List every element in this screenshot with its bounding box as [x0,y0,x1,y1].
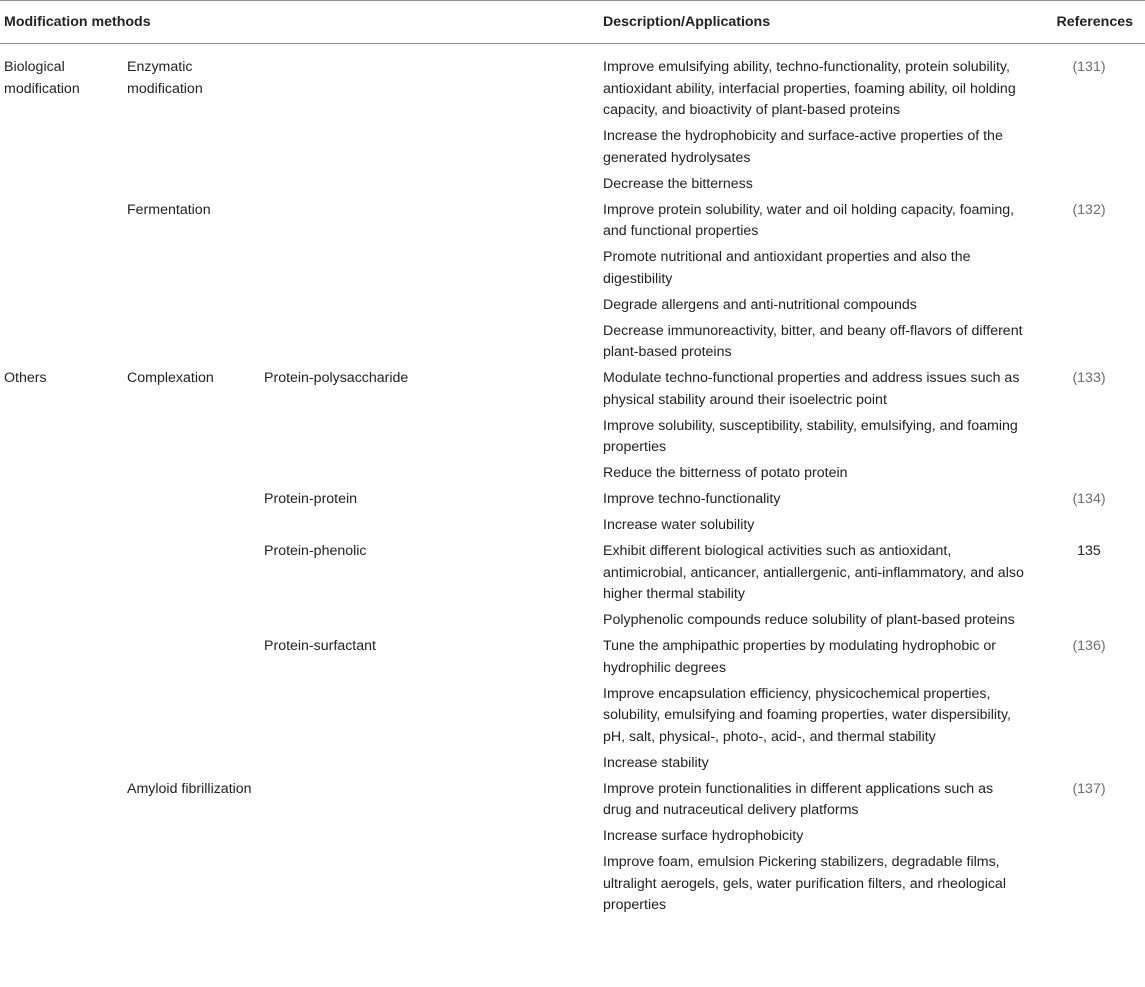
table-row [0,316,1145,364]
cell-method [123,848,260,917]
table-row [0,606,1145,632]
reference-text: 135 [1077,543,1101,559]
cell-submethod [260,848,600,917]
cell-submethod: Protein-phenolic [264,543,367,559]
cell-submethod: Protein-protein [264,491,358,507]
cell-method [123,679,260,748]
reference-link[interactable]: (137) [1072,780,1106,797]
cell-reference [1033,169,1145,195]
cell-category [0,848,123,917]
header-description: Description/Applications [600,1,1033,44]
table-row [0,511,1145,537]
cell-reference [1033,44,1145,122]
cell-description: Increase stability [603,754,709,771]
table-row [0,44,1145,122]
cell-submethod [260,195,600,243]
cell-method [123,169,260,195]
cell-description: Exhibit different biological activities such as antioxidant, antimicrobial, anticancer, antiallergenic, anti-inflammatory, and also higher thermal stability [603,543,1024,602]
table-row [0,774,1145,822]
table-row [0,632,1145,680]
cell-submethod [260,774,600,822]
cell-submethod [260,243,600,291]
table-row [0,290,1145,316]
cell-reference [1033,459,1145,485]
cell-reference [1033,316,1145,364]
cell-reference [1033,290,1145,316]
cell-description: Modulate techno-functional properties and address issues such as physical stability around their isoelectric point [603,370,1020,408]
cell-method [123,459,260,485]
cell-reference [1033,606,1145,632]
cell-description: Improve foam, emulsion Pickering stabilizers, degradable films, ultralight aerogels, gels, water purification filters, and rheological properties [603,854,1006,913]
cell-submethod [260,290,600,316]
table-header-row [0,1,1145,44]
cell-submethod [260,511,600,537]
table-row [0,848,1145,917]
table-row [0,364,1145,412]
table-row [0,122,1145,170]
table-row [0,822,1145,848]
cell-submethod [260,748,600,774]
cell-category [0,632,123,680]
cell-reference [1033,774,1145,822]
cell-category [0,122,123,170]
table-body [0,44,1145,917]
cell-submethod: Protein-polysaccharide [264,370,409,386]
cell-submethod [260,822,600,848]
cell-category [0,290,123,316]
cell-reference [1033,243,1145,291]
cell-reference [1033,848,1145,917]
cell-description: Decrease immunoreactivity, bitter, and beany off-flavors of different plant-based proteins [603,322,1023,360]
cell-method [123,316,260,364]
cell-method: Amyloid fibrillization [127,780,252,797]
table-row [0,411,1145,459]
cell-category [0,485,123,511]
cell-submethod: Protein-surfactant [264,638,376,654]
reference-link[interactable]: (136) [1072,638,1106,654]
cell-description: Increase surface hydrophobicity [603,828,804,844]
cell-method [123,822,260,848]
cell-category [0,411,123,459]
cell-method: Complexation [127,370,214,386]
cell-submethod [260,169,600,195]
table-row [0,459,1145,485]
cell-category [0,606,123,632]
cell-description: Polyphenolic compounds reduce solubility of plant-based proteins [603,612,1015,628]
cell-method [123,606,260,632]
cell-description: Promote nutritional and antioxidant properties and also the digestibility [603,249,971,287]
cell-reference [1033,679,1145,748]
cell-category [0,169,123,195]
table-row [0,485,1145,511]
cell-reference [1033,411,1145,459]
reference-link[interactable]: (132) [1072,201,1106,218]
cell-description: Improve encapsulation efficiency, physicochemical properties, solubility, emulsifying and foaming properties, water dispersibility, pH, salt, physical-, photo-, acid-, and thermal stability [603,685,1011,745]
cell-submethod [260,316,600,364]
cell-category [0,459,123,485]
cell-method: Enzymatic modification [127,59,203,97]
cell-reference [1033,195,1145,243]
cell-method [123,243,260,291]
cell-category: Others [4,370,47,386]
table-row [0,679,1145,748]
cell-method [123,632,260,680]
cell-category [0,537,123,606]
cell-method [123,537,260,606]
cell-category [0,748,123,774]
cell-description: Increase the hydrophobicity and surface-active properties of the generated hydrolysates [603,128,1003,166]
cell-description: Improve protein solubility, water and oil holding capacity, foaming, and functional properties [603,201,1015,239]
cell-description: Improve emulsifying ability, techno-functionality, protein solubility, antioxidant ability, interfacial properties, foaming ability, oil holding capacity, and bioactivity of plant-based proteins [603,59,1016,118]
cell-method [123,485,260,511]
cell-reference [1033,632,1145,680]
cell-category [0,774,123,822]
cell-description: Decrease the bitterness [603,175,753,192]
cell-reference [1033,364,1145,412]
cell-description: Increase water solubility [603,517,755,533]
cell-category [0,195,123,243]
cell-method: Fermentation [127,201,211,218]
cell-method [123,122,260,170]
header-references: References [1033,1,1145,44]
cell-method [123,511,260,537]
table-row [0,537,1145,606]
cell-description: Degrade allergens and anti-nutritional compounds [603,296,917,313]
cell-description: Tune the amphipathic properties by modulating hydrophobic or hydrophilic degrees [603,638,997,676]
cell-method [123,748,260,774]
table-row [0,748,1145,774]
cell-category: Biological modification [4,59,80,97]
header-modification-methods: Modification methods [0,1,600,44]
table-row [0,243,1145,291]
cell-category [0,316,123,364]
cell-category [0,511,123,537]
cell-submethod [260,679,600,748]
cell-reference [1033,748,1145,774]
table-row [0,169,1145,195]
reference-link[interactable]: (131) [1072,59,1106,75]
cell-submethod [260,411,600,459]
cell-reference [1033,822,1145,848]
cell-submethod [260,459,600,485]
cell-method [123,290,260,316]
cell-submethod [260,122,600,170]
cell-category [0,679,123,748]
table-row [0,195,1145,243]
cell-reference [1033,511,1145,537]
reference-link[interactable]: (134) [1072,491,1106,507]
cell-description: Improve protein functionalities in different applications such as drug and nutraceutical delivery platforms [603,780,994,818]
cell-submethod [260,44,600,122]
cell-description: Improve techno-functionality [603,491,781,507]
cell-description: Reduce the bitterness of potato protein [603,465,848,481]
cell-submethod [260,606,600,632]
cell-reference [1033,485,1145,511]
cell-category [0,822,123,848]
cell-method [123,411,260,459]
cell-description: Improve solubility, susceptibility, stability, emulsifying, and foaming properties [603,417,1018,455]
cell-reference [1033,122,1145,170]
reference-link[interactable]: (133) [1072,370,1106,386]
cell-category [0,243,123,291]
cell-reference [1033,537,1145,606]
